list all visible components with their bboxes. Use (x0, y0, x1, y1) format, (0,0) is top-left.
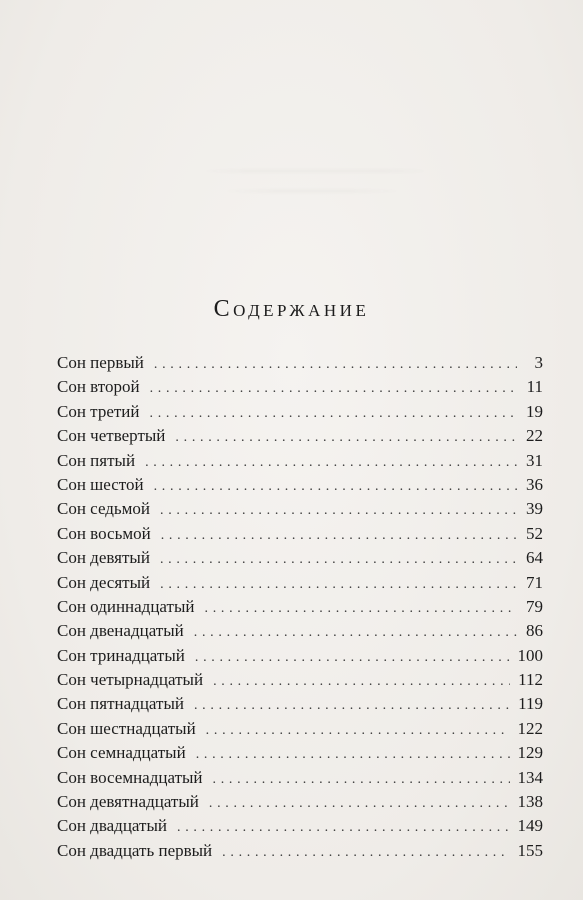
toc-entry-page-number: 39 (526, 499, 543, 519)
dot-leader (150, 402, 518, 426)
toc-entry[interactable] (57, 473, 543, 497)
toc-entry-page-number: 112 (518, 670, 543, 690)
dot-leader (213, 670, 510, 694)
toc-entry-page-number: 100 (517, 645, 543, 665)
dot-leader (209, 792, 510, 816)
table-of-contents (57, 351, 543, 863)
toc-entry-title: Сон первый (57, 353, 144, 372)
toc-entry-page-number: 52 (526, 523, 543, 543)
toc-entry-title: Сон одиннадцатый (57, 596, 195, 616)
toc-entry-title: Сон восьмой (57, 523, 151, 543)
toc-entry-page-number: 134 (517, 767, 543, 787)
toc-entry-title: Сон шестнадцатый (57, 718, 196, 738)
toc-entry-page-number: 155 (517, 840, 543, 860)
dot-leader (160, 573, 517, 597)
show-through-text (200, 150, 430, 220)
toc-entry-page-number: 19 (526, 401, 543, 421)
toc-entry-page-number: 11 (526, 377, 543, 397)
toc-entry-title: Сон двадцатый (57, 816, 167, 836)
toc-entry-page-number: 31 (526, 450, 543, 470)
toc-entry-title: Сон четырнадцатый (57, 670, 204, 690)
toc-entry[interactable] (57, 522, 543, 546)
dot-leader (206, 719, 510, 743)
dot-leader (196, 743, 510, 767)
toc-entry-page-number: 86 (526, 621, 543, 641)
toc-entry-title: Сон семнадцатый (57, 743, 186, 763)
dot-leader (160, 548, 517, 572)
toc-entry-title: Сон третий (57, 401, 140, 421)
toc-entry-title: Сон шестой (57, 474, 144, 494)
toc-entry[interactable] (57, 644, 543, 668)
toc-entry-title: Сон тринадцатый (57, 645, 185, 665)
toc-entry-page-number: 71 (526, 572, 543, 592)
toc-entry-page-number: 64 (526, 548, 543, 568)
toc-entry-title: Сон девятнадцатый (57, 792, 199, 812)
dot-leader (175, 426, 517, 450)
dot-leader (177, 816, 510, 840)
dot-leader (160, 499, 517, 523)
toc-entry[interactable] (57, 790, 543, 814)
toc-entry[interactable] (57, 839, 543, 863)
toc-entry[interactable] (57, 741, 543, 765)
toc-entry-page-number: 138 (517, 792, 543, 812)
toc-entry-page-number: 79 (526, 596, 543, 616)
toc-entry[interactable] (57, 717, 543, 741)
toc-entry[interactable] (57, 668, 543, 692)
toc-entry[interactable] (57, 766, 543, 790)
toc-entry[interactable] (57, 497, 543, 521)
dot-leader (194, 694, 510, 718)
dot-leader (195, 646, 510, 670)
toc-entry-page-number: 149 (517, 816, 543, 836)
toc-entry-title: Сон двадцать первый (57, 840, 213, 860)
toc-entry-title: Сон второй (57, 377, 140, 397)
toc-entry[interactable] (57, 571, 543, 595)
toc-entry-title: Сон десятый (57, 572, 151, 592)
dot-leader (194, 621, 517, 645)
dot-leader (150, 377, 517, 401)
toc-entry[interactable] (57, 692, 543, 716)
toc-entry-page-number: 22 (526, 426, 543, 446)
dot-leader (154, 475, 517, 499)
toc-entry-title: Сон четвертый (57, 426, 166, 446)
dot-leader (205, 597, 518, 621)
dot-leader (145, 451, 517, 475)
toc-entry[interactable] (57, 619, 543, 643)
toc-entry-title: Сон восемнадцатый (57, 767, 203, 787)
dot-leader (161, 524, 517, 548)
page-title: Содержание (213, 296, 370, 322)
dot-leader (213, 768, 510, 792)
toc-entry[interactable] (57, 424, 543, 448)
toc-entry[interactable] (57, 449, 543, 473)
dot-leader (154, 353, 517, 377)
toc-entry-title: Сон седьмой (57, 499, 151, 519)
toc-entry[interactable] (57, 375, 543, 399)
toc-entry-page-number: 119 (518, 694, 543, 714)
toc-entry-title: Сон пятнадцатый (57, 694, 184, 714)
toc-entry-page-number: 36 (526, 474, 543, 494)
toc-entry-page-number: 3 (534, 353, 543, 372)
toc-entry[interactable] (57, 400, 543, 424)
toc-entry-title: Сон девятый (57, 548, 150, 568)
toc-entry[interactable] (57, 595, 543, 619)
toc-entry-title: Сон пятый (57, 450, 136, 470)
toc-entry[interactable] (57, 351, 543, 375)
dot-leader (222, 841, 509, 865)
toc-entry-page-number: 129 (517, 743, 543, 763)
toc-entry-title: Сон двенадцатый (57, 621, 184, 641)
toc-entry[interactable] (57, 814, 543, 838)
toc-entry-page-number: 122 (517, 718, 543, 738)
toc-entry[interactable] (57, 546, 543, 570)
